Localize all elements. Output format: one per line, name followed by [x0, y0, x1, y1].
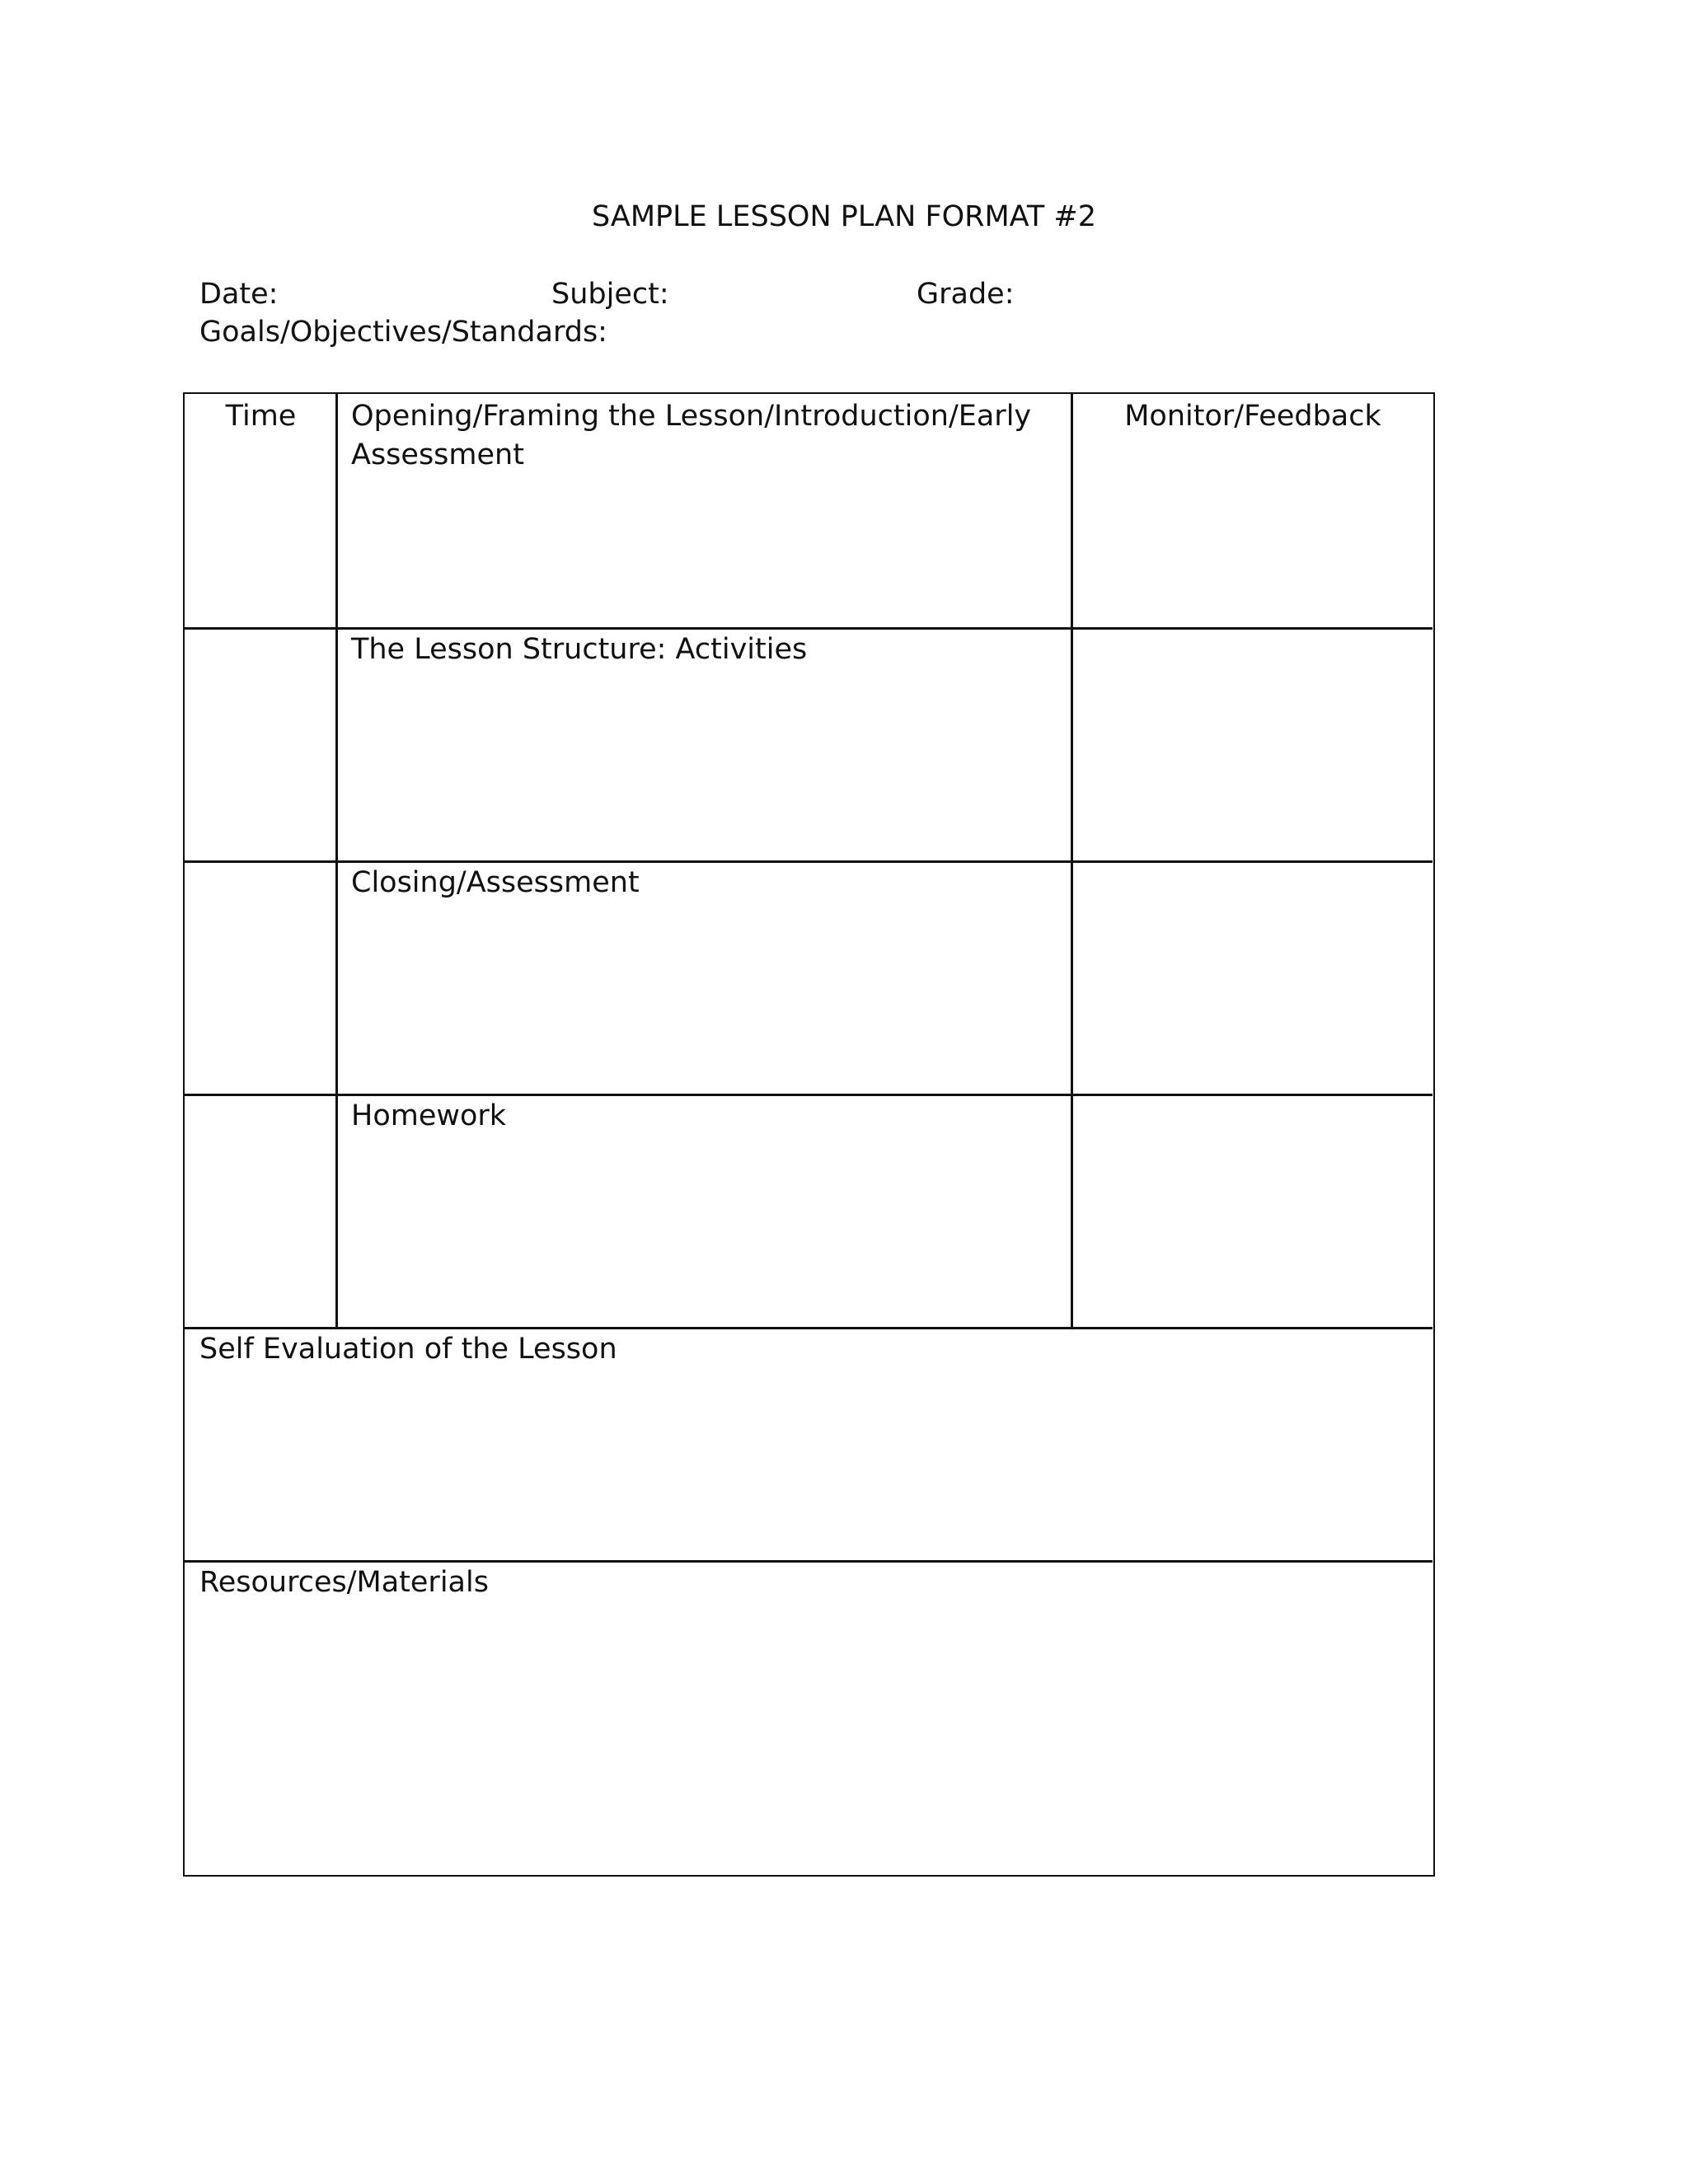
column-divider — [1071, 394, 1073, 1329]
subject-label: Subject: — [551, 278, 669, 311]
row-divider — [185, 627, 1432, 630]
lesson-structure-label: The Lesson Structure: Activities — [351, 633, 808, 666]
time-header: Time — [225, 400, 297, 433]
date-label: Date: — [199, 278, 279, 311]
grade-label: Grade: — [917, 278, 1015, 311]
row-divider — [185, 1327, 1432, 1329]
opening-header: Opening/Framing the Lesson/Introduction/Early — [351, 400, 1032, 433]
row-divider — [185, 1094, 1432, 1096]
page-title: SAMPLE LESSON PLAN FORMAT #2 — [592, 200, 1096, 233]
closing-assessment-label: Closing/Assessment — [351, 866, 640, 899]
column-divider — [335, 394, 338, 1329]
lesson-plan-table — [183, 392, 1435, 1877]
self-evaluation-label: Self Evaluation of the Lesson — [199, 1333, 617, 1366]
opening-header-continued: Assessment — [351, 438, 524, 471]
monitor-feedback-header: Monitor/Feedback — [1124, 400, 1381, 433]
goals-label: Goals/Objectives/Standards: — [199, 316, 607, 349]
resources-materials-label: Resources/Materials — [199, 1566, 489, 1599]
row-divider — [185, 1560, 1432, 1563]
row-divider — [185, 860, 1432, 863]
homework-label: Homework — [351, 1099, 507, 1132]
